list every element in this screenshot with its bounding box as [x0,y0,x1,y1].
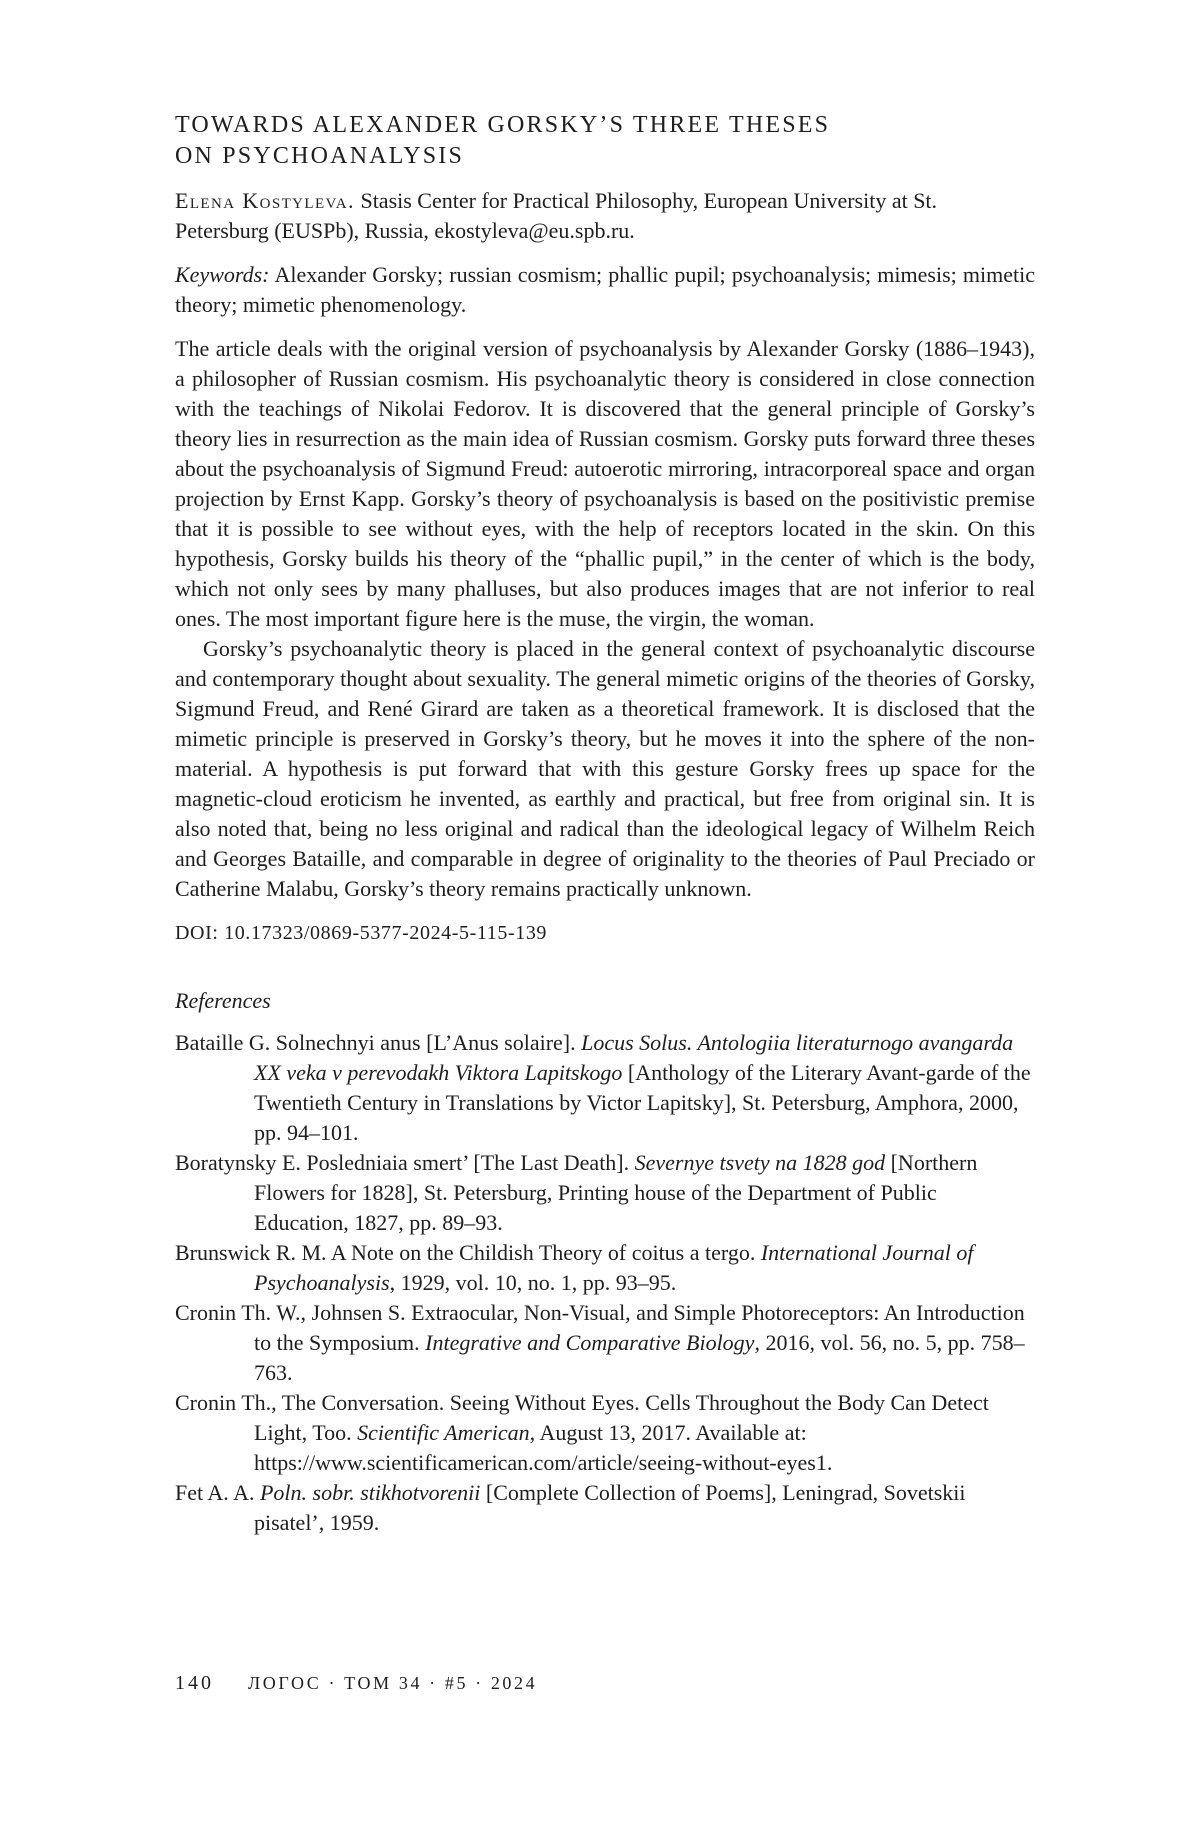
reference-details: [Anthology of the Literary Avant-garde of the Twentieth Century in Translations by Victor Lapitsky], St. Petersburg, Amphora, 2000, pp. 94–101. [254,1060,1031,1145]
article-title-line-2: ON PSYCHOANALYSIS [175,143,465,169]
reference-item [175,1238,1035,1298]
abstract [175,334,1035,904]
reference-text: Cronin Th. W., Johnsen S. Extraocular, Non-Visual, and Simple Photoreceptors: An Introduction to the Symposium. [175,1300,1025,1355]
keywords [175,260,1035,320]
abstract-paragraph-2: Gorsky’s psychoanalytic theory is placed in the general context of psychoanalytic discourse and contemporary thought about sexuality. The general mimetic origins of the theories of Gorsky, Sigmund Freud, and René Girard are taken as a theoretical framework. It is disclosed that the mimetic principle is preserved in Gorsky’s theory, but he moves it into the sphere of the non-material. A hypothesis is put forward that with this gesture Gorsky frees up space for the magnetic-cloud eroticism he invented, as earthly and practical, but free from original sin. It is also noted that, being no less original and radical than the ideological legacy of Wilhelm Reich and Georges Bataille, and comparable in degree of originality to the theories of Paul Preciado or Catherine Malabu, Gorsky’s theory remains practically unknown. [175,636,1035,901]
reference-source: Integrative and Comparative Biology [425,1330,755,1355]
reference-text: Fet A. A. [175,1480,260,1505]
reference-text: Boratynsky E. Posledniaia smert’ [The Last Death]. [175,1150,635,1175]
reference-details: , 2016, vol. 56, no. 5, pp. 758–763. [254,1330,1025,1385]
article-title [175,110,1035,172]
reference-source: Scientific American [357,1420,530,1445]
reference-item [175,1148,1035,1238]
keywords-label: Keywords: [175,262,270,287]
reference-text: Brunswick R. M. A Note on the Childish Theory of coitus a tergo. [175,1240,761,1265]
author-affiliation: Stasis Center for Practical Philosophy, European University at St. Petersburg (EUSPb), Russia, ekostyleva@eu.spb.ru. [175,188,938,243]
keywords-text: Alexander Gorsky; russian cosmism; phallic pupil; psychoanalysis; mimesis; mimetic theory; mimetic phenomenology. [175,262,1035,317]
reference-text: Bataille G. Solnechnyi anus [L’Anus solaire]. [175,1030,582,1055]
reference-details: [Northern Flowers for 1828], St. Petersburg, Printing house of the Department of Public Education, 1827, pp. 89–93. [254,1150,978,1235]
reference-item [175,1298,1035,1388]
author-line [175,186,1035,246]
reference-source: Poln. sobr. stikhotvorenii [259,1480,481,1505]
article-title-line-1: TOWARDS ALEXANDER GORSKY’S THREE THESES [175,112,831,138]
doi: DOI: 10.17323/0869-5377-2024-5-115-139 [175,922,548,944]
page-footer [175,1672,537,1695]
reference-details: , August 13, 2017. Available at: https://www.scientificamerican.com/article/seeing-without-eyes1. [254,1420,833,1475]
reference-list [175,1028,1035,1538]
author-name: Elena Kostyleva. [175,188,355,213]
reference-item [175,1478,1035,1538]
reference-details: , 1929, vol. 10, no. 1, pp. 93–95. [389,1270,677,1295]
abstract-paragraph-1: The article deals with the original version of psychoanalysis by Alexander Gorsky (1886–1943), a philosopher of Russian cosmism. His psychoanalytic theory is considered in close connection with the teachings of Nikolai Fedorov. It is discovered that the general principle of Gorsky’s theory lies in resurrection as the main idea of Russian cosmism. Gorsky puts forward three theses about the psychoanalysis of Sigmund Freud: autoerotic mirroring, intracorporeal space and organ projection by Ernst Kapp. Gorsky’s theory of psychoanalysis is based on the positivistic premise that it is possible to see without eyes, with the help of receptors located in the skin. On this hypothesis, Gorsky builds his theory of the “phallic pupil,” in the center of which is the body, which not only sees by many phalluses, but also produces images that are not inferior to real ones. The most important figure here is the muse, the virgin, the woman. [175,336,1035,631]
reference-details: [Complete Collection of Poems], Leningrad, Sovetskii pisatel’, 1959. [254,1480,966,1535]
journal-running-head: ЛОГОС · ТОМ 34 · #5 · 2024 [248,1673,538,1693]
reference-text: Cronin Th., The Conversation. Seeing Without Eyes. Cells Throughout the Body Can Detect Light, Too. [175,1390,989,1445]
reference-source: Severnye tsvety na 1828 god [634,1150,886,1175]
page-number: 140 [175,1672,214,1694]
reference-source: International Journal of Psychoanalysis [254,1240,974,1295]
reference-source: Locus Solus. Antologiia literaturnogo avangarda XX veka v perevodakh Viktora Lapitskogo [254,1030,1014,1085]
page-body [175,110,1035,1538]
reference-item [175,1388,1035,1478]
reference-item [175,1028,1035,1148]
references-heading: References [175,988,271,1013]
